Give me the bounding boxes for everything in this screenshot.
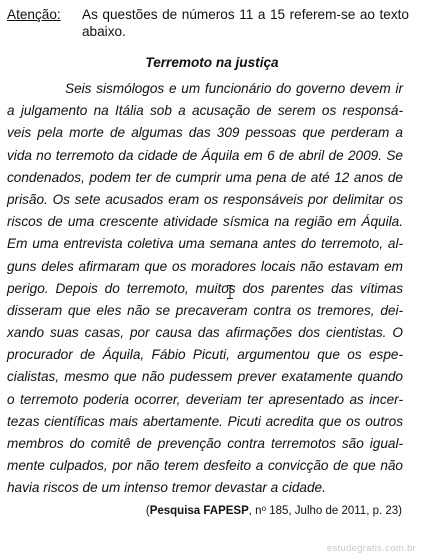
citation-source: Pesquisa FAPESP bbox=[149, 505, 249, 517]
article-line: prisão. Os sete acusados eram os responsáveis por delimitar os bbox=[7, 191, 403, 207]
article-line: disseram que eles não se precaveram contra os tremores, dei- bbox=[7, 302, 403, 318]
attention-label: Atenção: bbox=[7, 7, 61, 22]
article-line: havia riscos de um intenso tremor devastar a cidade. bbox=[7, 480, 326, 496]
article-line: riscos de uma crescente atividade sísmica na região em Áquila. bbox=[7, 214, 403, 230]
article-line: cialistas, mesmo que não pudessem prever exatamente quando bbox=[7, 369, 403, 385]
article-line: o terremoto poderia ocorrer, deveriam ter apresentado as incer- bbox=[7, 391, 403, 407]
article-line: xando suas casas, por causa das afirmações dos cientistas. O bbox=[7, 325, 403, 341]
citation-details: 185, Julho de 2011, p. 23) bbox=[269, 505, 402, 517]
citation-number-prefix: n bbox=[255, 505, 262, 517]
article-line: mente culpados, por não terem desfeito a convicção de que não bbox=[7, 458, 403, 474]
watermark: estudegratis.com.br bbox=[326, 543, 416, 554]
text-cursor-icon bbox=[226, 285, 234, 299]
article-title: Terremoto na justiça bbox=[145, 55, 279, 70]
article-line: guns deles afirmaram que os moradores locais não estavam em bbox=[7, 258, 403, 274]
article-line: condenados, podem ter de cumprir uma pena de até 12 anos de bbox=[7, 169, 403, 185]
article-line: a julgamento na Itália sob a acusação de serem os responsá- bbox=[7, 103, 403, 119]
article-line: perigo. Depois do terremoto, muitos dos parentes das vítimas bbox=[7, 280, 403, 296]
source-citation: (Pesquisa FAPESP, $n^o$ 185, Julho de 2011, p. 23) bbox=[145, 504, 402, 517]
article-body bbox=[7, 78, 403, 500]
article-line: Seis sismólogos e um funcionário do governo devem ir bbox=[65, 81, 403, 96]
article-line: tezas científicas mais abertamente. Picuti acredita que os outros bbox=[7, 413, 403, 429]
citation-number-symbol: o bbox=[261, 504, 267, 513]
article-line: Em uma entrevista coletiva uma semana antes do terremoto, al- bbox=[7, 236, 403, 252]
instruction-text: As questões de números 11 a 15 referem-se ao texto abaixo. bbox=[82, 7, 409, 39]
article-line: veis pela morte de algumas das 309 pessoas que perderam a bbox=[7, 125, 403, 141]
article-line: membros do comitê de prevenção contra terremotos são igual- bbox=[7, 436, 403, 451]
article-line: procurador de Áquila, Fábio Picuti, argumentou que os espe- bbox=[7, 347, 403, 363]
article-line: vida no terremoto da cidade de Áquila em 6 de abril de 2009. Se bbox=[7, 147, 403, 163]
